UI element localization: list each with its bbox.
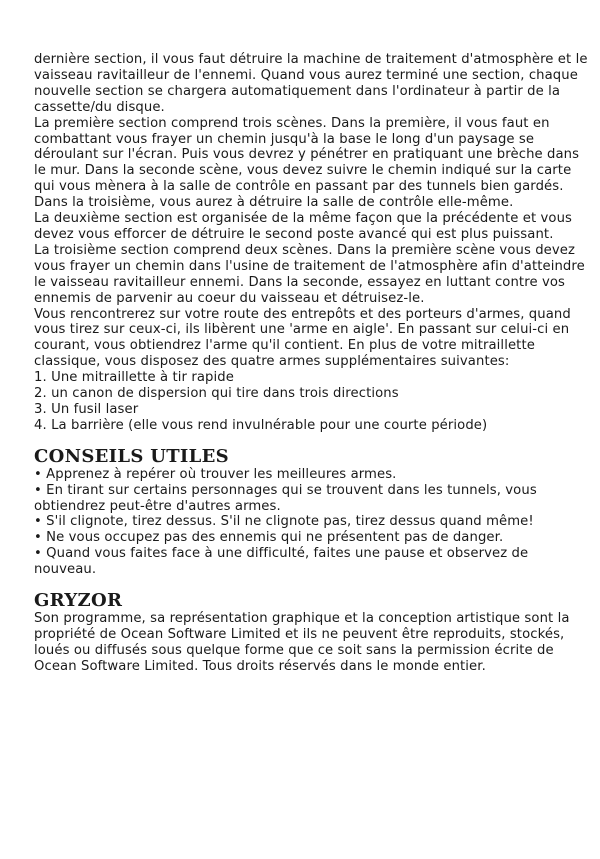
intro-paragraph-section-one: La première section comprend trois scènes. Dans la première, il vous faut en combattant vous frayer un chemin jusqu'à la base le long d'un paysage se déroulant sur l'écran. Puis vous devrez y pénétrer en pratiquant une brèche dans le mur. Dans la seconde scène, vous devez suivre le chemin indiqué sur la carte qui vous mènera à la salle de contrôle en passant par des tunnels bien gardés. Dans la troisième, vous aurez à détruire la salle de contrôle elle-même. [34,115,580,211]
gryzor-heading: GRYZOR [34,590,123,612]
list-item: 3. Un fusil laser [34,401,139,417]
list-item: 4. La barrière (elle vous rend invulnérable pour une courte période) [34,417,488,433]
list-item: • Apprenez à repérer où trouver les meilleures armes. [34,466,397,482]
list-item: • S'il clignote, tirez dessus. S'il ne clignote pas, tirez dessus quand même! [34,514,534,530]
tips-list [34,467,594,578]
list-item: • En tirant sur certains personnages qui se trouvent dans les tunnels, vous obtiendrez peut-être d'autres armes. [34,482,537,514]
list-item: • Quand vous faites face à une difficulté, faites une pause et observez de nouveau. [34,546,529,578]
intro-paragraph-weapons: Vous rencontrerez sur votre route des entrepôts et des porteurs d'armes, quand vous tirez sur ceux-ci, ils libèrent une 'arme en aigle'. En passant sur celui-ci en courant, vous obtiendrez l'arme qu'il contient. En plus de votre mitraillette classique, vous disposez des quatre armes supplémentaires suivantes: [34,306,571,370]
intro-paragraph-section-end: dernière section, il vous faut détruire la machine de traitement d'atmosphère et le vaisseau ravitailleur de l'ennemi. Quand vous aurez terminé une section, chaque nouvelle section se chargera automatiquement dans l'ordinateur à partir de la cassette/du disque. [34,52,588,115]
intro-paragraph-section-two: La deuxième section est organisée de la même façon que la précédente et vous devez vous efforcer de détruire le second poste avancé qui est plus puissant. [34,211,573,242]
list-item: 2. un canon de dispersion qui tire dans trois directions [34,386,399,402]
list-item: 1. Une mitraillette à tir rapide [34,370,234,386]
weapons-list [34,370,594,434]
manual-page [34,52,594,675]
copyright-paragraph: Son programme, sa représentation graphique et la conception artistique sont la propriété de Ocean Software Limited et ils ne peuvent être reproduits, stockés, loués ou diffusés sous quelque forme que ce soit sans la permission écrite de Ocean Software Limited. Tous droits réservés dans le monde entier. [34,611,570,674]
tips-heading: CONSEILS UTILES [34,445,229,467]
intro-paragraph-section-three: La troisième section comprend deux scènes. Dans la première scène vous devez vous frayer un chemin dans l'usine de traitement de l'atmosphère afin d'atteindre le vaisseau ravitailleur ennemi. Dans la seconde, essayez en luttant contre vos ennemis de parvenir au coeur du vaisseau et détruisez-le. [34,242,585,306]
list-item: • Ne vous occupez pas des ennemis qui ne présentent pas de danger. [34,530,504,546]
